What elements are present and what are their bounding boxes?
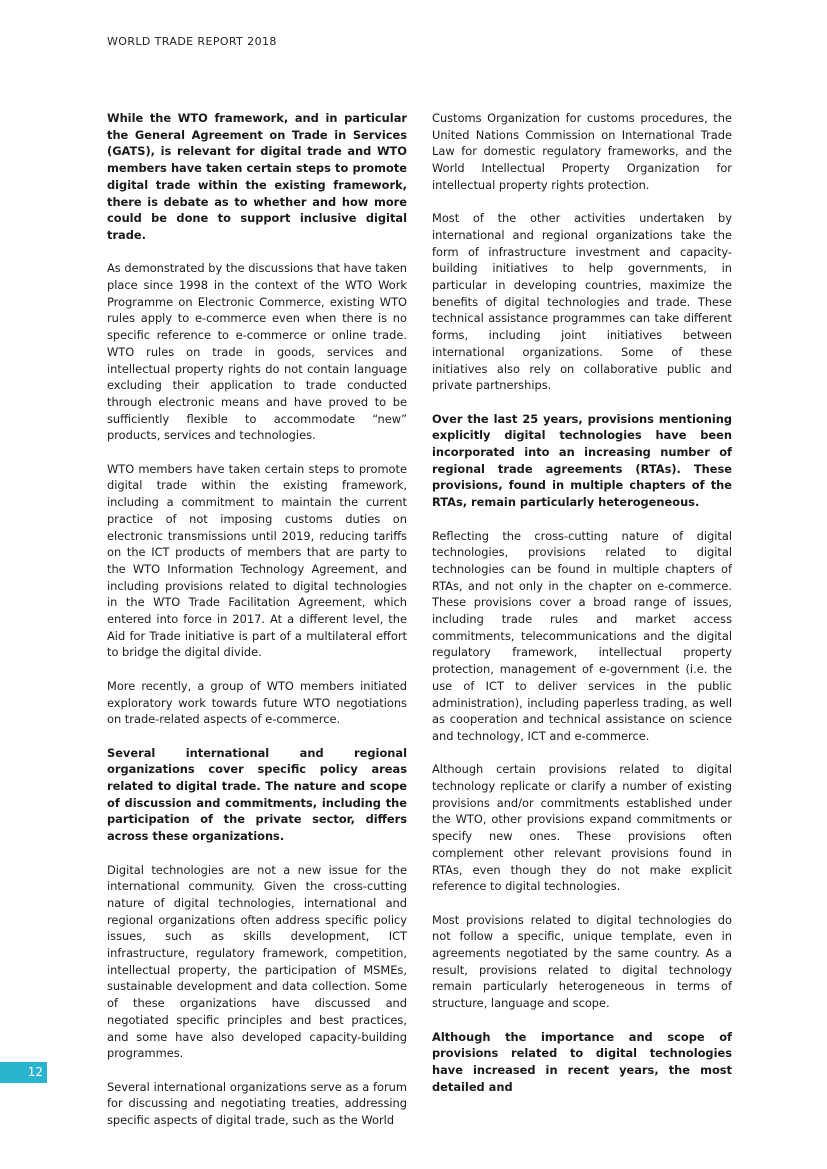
right-paragraph-6: Most provisions related to digital technologies do not follow a specific, unique template, even in agreements negotiated by the same country. As a result, provisions related to digital technology remain particularly heterogeneous in terms of structure, language and scope.: [432, 912, 732, 1011]
left-paragraph-7: Several international organizations serve as a forum for discussing and negotiating treaties, addressing specific aspects of digital trade, such as the World: [107, 1079, 407, 1128]
right-paragraph-2: Most of the other activities undertaken by international and regional organizations take the form of infrastructure investment and capacity-building initiatives to help governments, in particular in developing countries, maximize the benefits of digital technologies and trade. These technical assistance programmes can take different forms, including joint initiatives between international organizations. Some of these initiatives also rely on collaborative public and private partnerships.: [432, 211, 732, 393]
left-paragraph-5: Several international and regional organizations cover specific policy areas related to digital trade. The nature and scope of discussion and commitments, including the participation of the private sector, differs across these organizations.: [107, 745, 407, 844]
left-paragraph-3: WTO members have taken certain steps to promote digital trade within the existing framework, including a commitment to maintain the current practice of not imposing customs duties on electronic transmissions until 2019, reducing tariffs on the ICT products of members that are party to the WTO Information Technology Agreement, and including provisions related to digital technologies in the WTO Trade Facilitation Agreement, which entered into force in 2017. At a different level, the Aid for Trade initiative is part of a multilateral effort to bridge the digital divide.: [107, 461, 407, 660]
right-paragraph-3: Over the last 25 years, provisions mentioning explicitly digital technologies have been incorporated into an increasing number of regional trade agreements (RTAs). These provisions, found in multiple chapters of the RTAs, remain particularly heterogeneous.: [432, 411, 732, 510]
page-number: 12: [27, 1065, 43, 1079]
left-column: [107, 110, 407, 1145]
left-paragraph-6: Digital technologies are not a new issue for the international community. Given the cross-cutting nature of digital technologies, international and regional organizations often address specific policy issues, such as skills development, ICT infrastructure, regulatory framework, competition, intellectual property, the participation of MSMEs, sustainable development and data collection. Some of these organizations have discussed and negotiated specific principles and best practices, and some have also developed capacity-building programmes.: [107, 862, 407, 1061]
right-paragraph-1: Customs Organization for customs procedures, the United Nations Commission on International Trade Law for domestic regulatory frameworks, and the World Intellectual Property Organization for intellectual property rights protection.: [432, 111, 732, 192]
running-header: WORLD TRADE REPORT 2018: [107, 35, 277, 48]
right-paragraph-7: Although the importance and scope of provisions related to digital technologies have increased in recent years, the most detailed and: [432, 1029, 732, 1094]
left-paragraph-4: More recently, a group of WTO members initiated exploratory work towards future WTO negotiations on trade-related aspects of e-commerce.: [107, 678, 407, 727]
right-paragraph-5: Although certain provisions related to digital technology replicate or clarify a number of existing provisions and/or commitments established under the WTO, other provisions expand commitments or specify new ones. These provisions often complement other relevant provisions found in RTAs, even though they do not make explicit reference to digital technologies.: [432, 762, 732, 894]
left-paragraph-1: While the WTO framework, and in particular the General Agreement on Trade in Services (GATS), is relevant for digital trade and WTO members have taken certain steps to promote digital trade within the existing framework, there is debate as to whether and how more could be done to support inclusive digital trade.: [107, 111, 407, 242]
page-number-tab: [0, 1062, 47, 1083]
right-column: [432, 110, 732, 1112]
right-paragraph-4: Reflecting the cross-cutting nature of digital technologies, provisions related to digital technologies can be found in multiple chapters of RTAs, and not only in the chapter on e-commerce. These provisions cover a broad range of issues, including trade rules and market access commitments, telecommunications and the digital regulatory framework, intellectual property protection, management of e-government (i.e. the use of ICT to deliver services in the public administration), including paperless trading, as well as cooperation and technical assistance on science and technology, ICT and e-commerce.: [432, 528, 732, 743]
left-paragraph-2: As demonstrated by the discussions that have taken place since 1998 in the context of the WTO Work Programme on Electronic Commerce, existing WTO rules apply to e-commerce even when there is no specific reference to e-commerce or online trade. WTO rules on trade in goods, services and intellectual property rights do not contain language excluding their application to trade conducted through electronic means and have proved to be sufficiently flexible to accommodate “new” products, services and technologies.: [107, 261, 407, 443]
